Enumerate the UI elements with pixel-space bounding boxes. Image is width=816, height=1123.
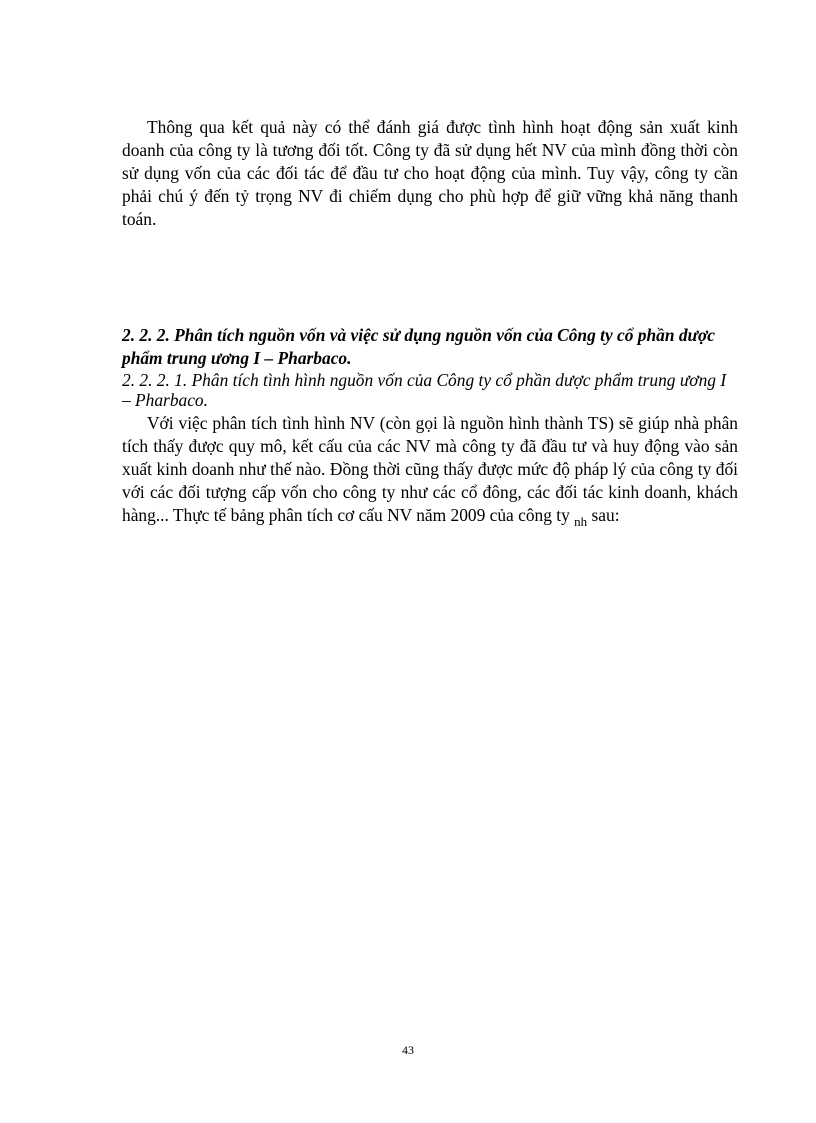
subsection-heading: 2. 2. 2. 1. Phân tích tình hình nguồn vốn của Công ty cổ phần dược phẩm trung ương I – Pharbaco.: [122, 370, 727, 410]
page-number: 43: [402, 1043, 414, 1057]
body-paragraph-intro: Thông qua kết quả này có thể đánh giá được tình hình hoạt động sản xuất kinh doanh của công ty là tương đối tốt. Công ty đã sử dụng hết NV của mình đồng thời còn sử dụng vốn của các đối tác để đầu tư cho hoạt động của mình. Tuy vậy, công ty cần phải chú ý đến tỷ trọng NV đi chiếm dụng cho phù hợp để giữ vững khả năng thanh toán.: [122, 117, 738, 229]
paragraph-main-text: Với việc phân tích tình hình NV (còn gọi là nguồn hình thành TS) sẽ giúp nhà phân tích thấy được quy mô, kết cấu của các NV mà công ty đã đầu tư và huy động vào sản xuất kinh doanh như thế nào. Đồng thời cũng thấy được mức độ pháp lý của công ty đối với các đối tượng cấp vốn cho công ty như các cổ đông, các đối tác kinh doanh, khách hàng... Thực tế bảng phân tích cơ cấu NV năm 2009 của công ty: [122, 413, 738, 525]
paragraph-ending-text: sau:: [591, 505, 620, 525]
body-paragraph-capital-analysis: [122, 412, 738, 533]
paragraph-text-fragment: nh: [574, 514, 588, 529]
section-heading: 2. 2. 2. Phân tích nguồn vốn và việc sử dụng nguồn vốn của Công ty cổ phần dược phẩm trung ương I – Pharbaco.: [122, 325, 716, 368]
